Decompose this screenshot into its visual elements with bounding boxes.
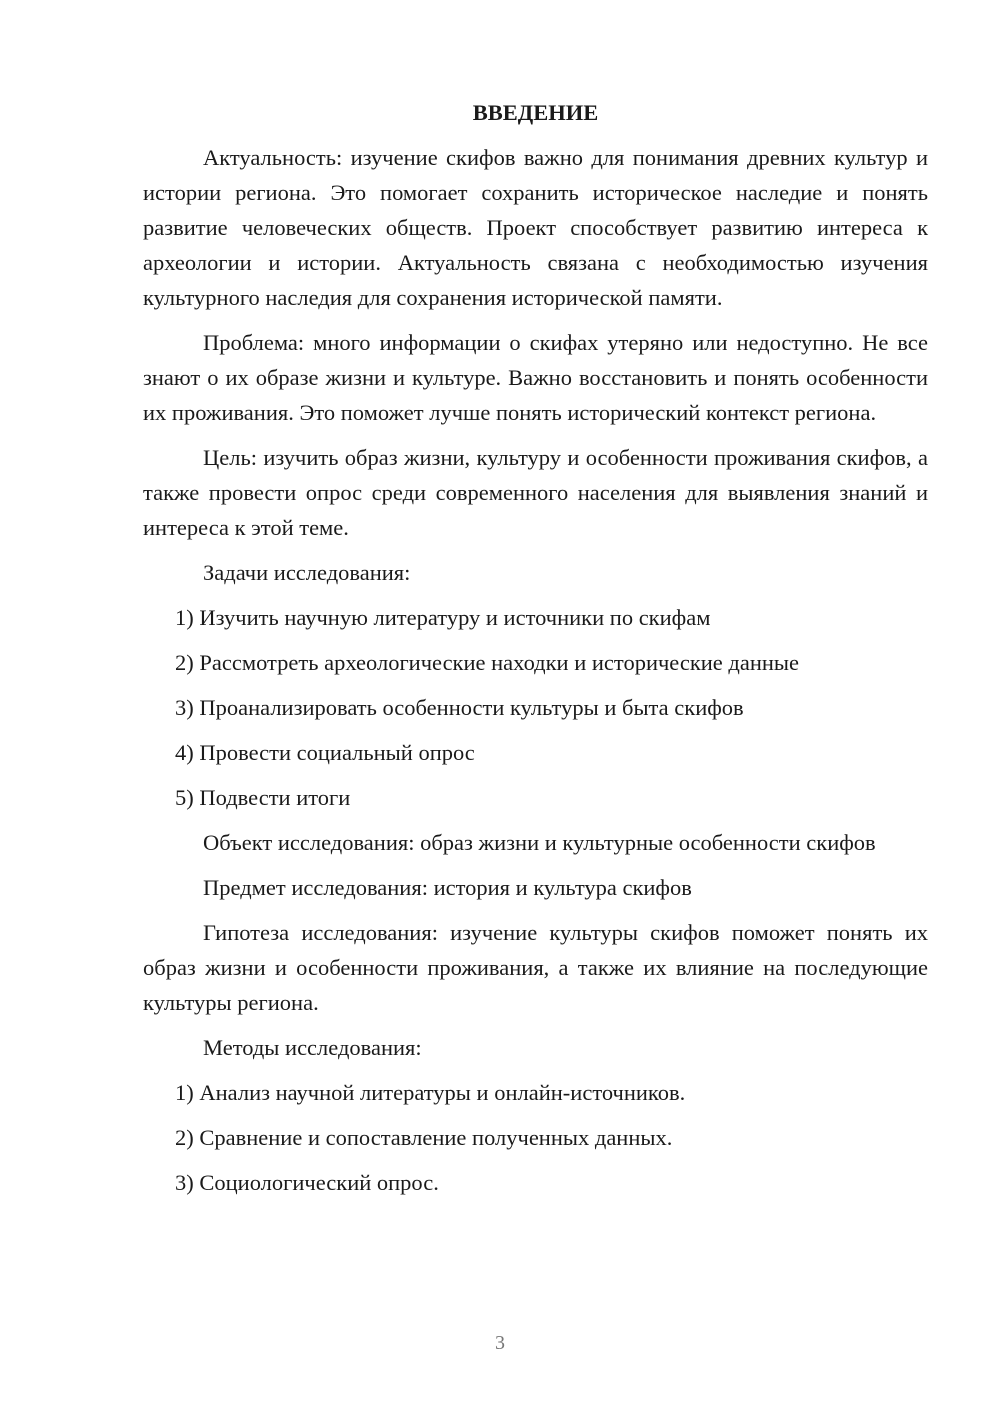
goal-paragraph: Цель: изучить образ жизни, культуру и особенности проживания скифов, а также провести опрос среди современного населения для выявления знаний и интереса к этой теме. — [143, 445, 928, 540]
relevance-paragraph: Актуальность: изучение скифов важно для понимания древних культур и истории региона. Это помогает сохранить историческое наследие и понять развитие человеческих обществ. Проект способствует развитию интереса к археологии и истории. Актуальность связана с необходимостью изучения культурного наследия для сохранения исторической памяти. — [143, 145, 928, 310]
task-item: 1) Изучить научную литературу и источники по скифам — [175, 605, 711, 630]
task-item: 5) Подвести итоги — [175, 785, 351, 810]
subject-paragraph: Предмет исследования: история и культура скифов — [203, 875, 692, 900]
document-page — [143, 95, 928, 1210]
tasks-heading: Задачи исследования: — [203, 560, 411, 585]
hypothesis-paragraph: Гипотеза исследования: изучение культуры скифов поможет понять их образ жизни и особенности проживания, а также их влияние на последующие культуры региона. — [143, 920, 928, 1015]
section-title: ВВЕДЕНИЕ — [472, 100, 599, 125]
task-item: 3) Проанализировать особенности культуры и быта скифов — [175, 695, 744, 720]
problem-paragraph: Проблема: много информации о скифах утеряно или недоступно. Не все знают о их образе жизни и культуре. Важно восстановить и понять особенности их проживания. Это поможет лучше понять исторический контекст региона. — [143, 330, 928, 425]
task-item: 4) Провести социальный опрос — [175, 740, 475, 765]
page-number: 3 — [495, 1332, 505, 1354]
task-item: 2) Рассмотреть археологические находки и исторические данные — [175, 650, 800, 675]
method-item: 3) Социологический опрос. — [175, 1170, 439, 1195]
object-paragraph: Объект исследования: образ жизни и культурные особенности скифов — [203, 830, 876, 855]
methods-heading: Методы исследования: — [203, 1035, 422, 1060]
method-item: 1) Анализ научной литературы и онлайн-источников. — [175, 1080, 686, 1105]
method-item: 2) Сравнение и сопоставление полученных данных. — [175, 1125, 673, 1150]
